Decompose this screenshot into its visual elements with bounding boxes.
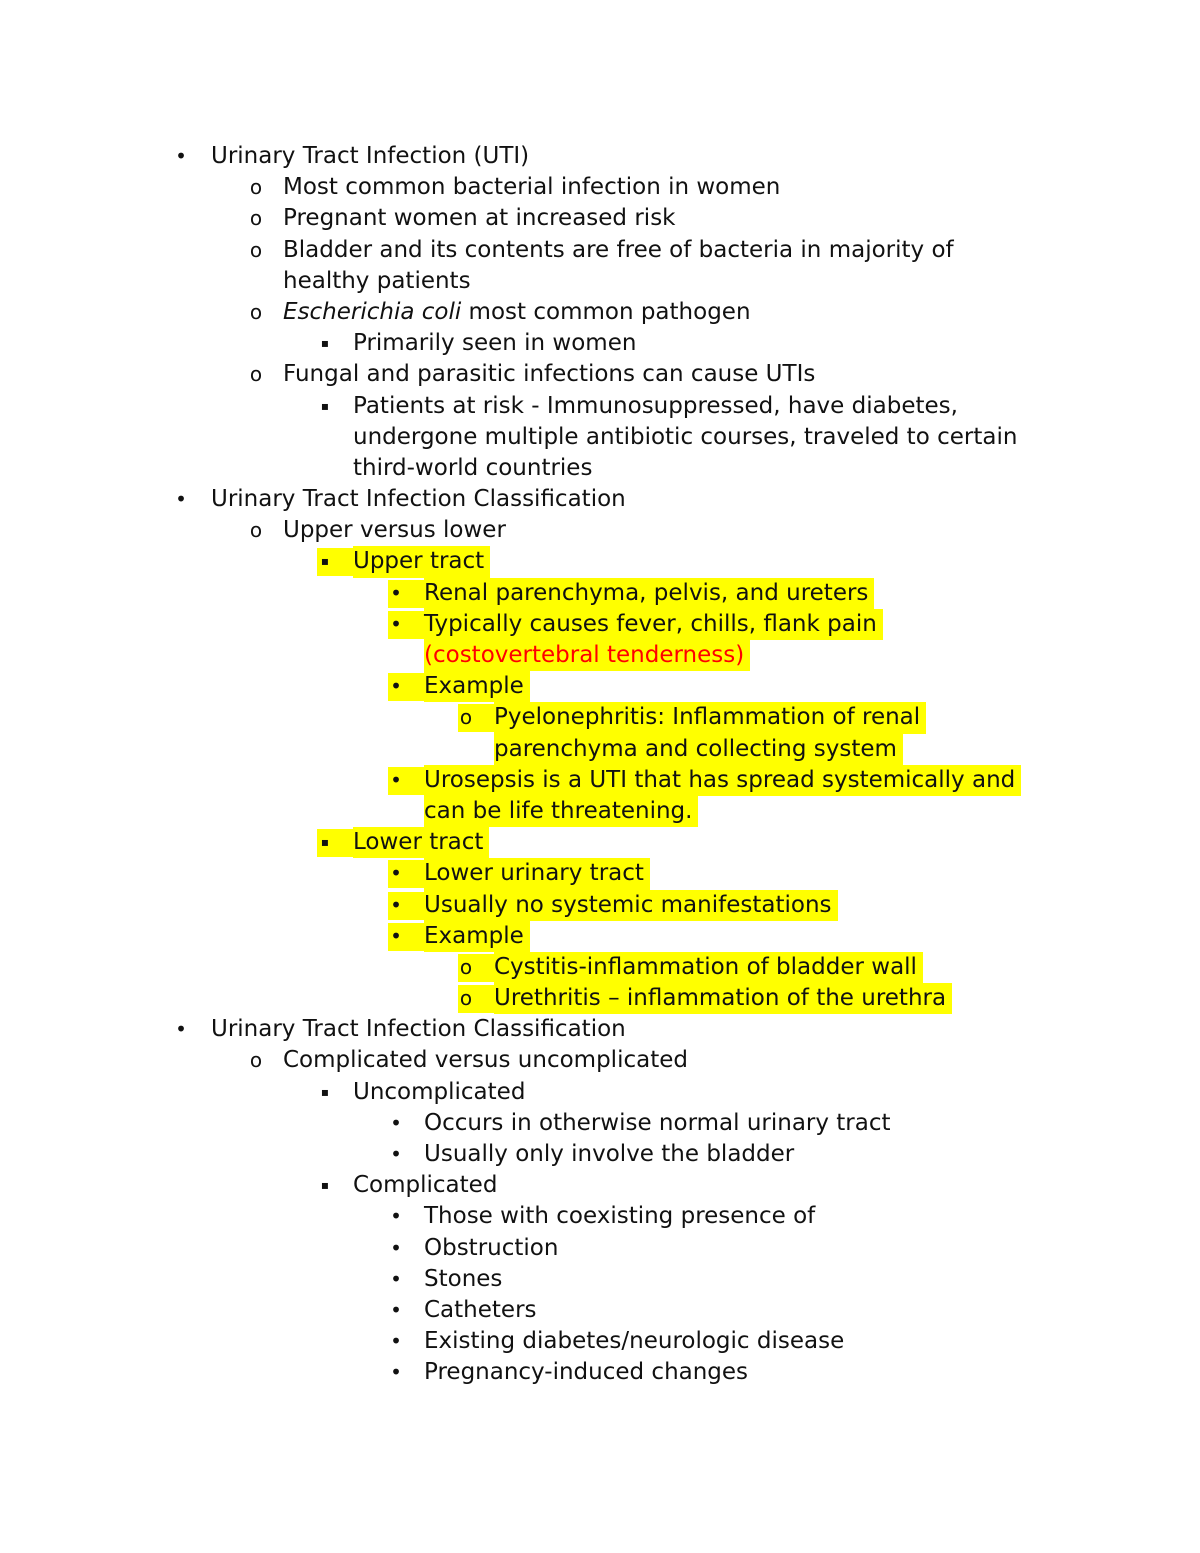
outline-line (0, 1357, 1200, 1388)
outline-line (0, 1201, 1200, 1232)
bullet-circle-icon: o (249, 299, 263, 324)
outline-line (0, 640, 1200, 671)
outline-line (0, 609, 1200, 640)
outline-line (0, 359, 1200, 390)
outline-line (0, 702, 1200, 733)
outline-line (0, 266, 1200, 297)
bullet-dot-icon: • (390, 1204, 402, 1229)
outline-text: Pregnancy-induced changes (424, 1359, 749, 1386)
bullet-dot-icon: • (390, 580, 402, 605)
outline-text: (costovertebral tenderness) (424, 640, 750, 671)
bullet-square-icon: ▪ (320, 336, 330, 351)
outline-text: Usually no systemic manifestations (424, 890, 838, 921)
outline-line (0, 1139, 1200, 1170)
outline-text: Lower urinary tract (424, 858, 650, 889)
outline-line (0, 1233, 1200, 1264)
outline-line (0, 1170, 1200, 1201)
document-outline (0, 141, 1200, 1389)
outline-text: Pyelonephritis: Inflammation of renal (494, 702, 926, 733)
bullet-dot-icon: • (175, 144, 187, 168)
outline-text: Uncomplicated (353, 1078, 526, 1105)
bullet-dot-icon: • (390, 1142, 402, 1166)
outline-line (0, 952, 1200, 983)
outline-text: Upper tract (353, 546, 490, 577)
outline-line (0, 1326, 1200, 1357)
bullet-dot-icon: • (390, 1235, 402, 1260)
outline-text: Example (424, 671, 530, 702)
outline-line (0, 141, 1200, 172)
outline-text: Most common bacterial infection in women (283, 174, 781, 201)
bullet-dot-icon: • (390, 1110, 402, 1135)
outline-line (0, 328, 1200, 359)
outline-text: undergone multiple antibiotic courses, traveled to certain (353, 423, 1018, 450)
outline-line (0, 921, 1200, 952)
bullet-circle-icon: o (249, 206, 263, 231)
bullet-dot-icon: • (175, 1017, 187, 1042)
bullet-dot-icon: • (390, 923, 402, 948)
outline-line (0, 235, 1200, 266)
italic-term: Escherichia coli (283, 298, 462, 325)
bullet-circle-icon: o (249, 237, 263, 262)
outline-text: Urinary Tract Infection (UTI) (211, 143, 530, 169)
outline-text: Complicated versus uncomplicated (283, 1047, 688, 1074)
bullet-circle-icon: o (459, 954, 473, 979)
outline-text: Existing diabetes/neurologic disease (424, 1328, 845, 1355)
outline-text: Patients at risk - Immunosuppressed, have diabetes, (353, 392, 958, 419)
outline-line (0, 734, 1200, 765)
bullet-dot-icon: • (390, 1266, 402, 1291)
outline-text: Example (424, 921, 530, 952)
outline-line (0, 796, 1200, 827)
outline-line (0, 671, 1200, 702)
bullet-dot-icon: • (390, 611, 402, 636)
outline-line (0, 546, 1200, 577)
bullet-dot-icon: • (390, 1297, 402, 1322)
outline-text: third-world countries (353, 454, 593, 481)
bullet-square-icon: ▪ (320, 1178, 330, 1193)
outline-text-rest: most common pathogen (461, 298, 751, 325)
bullet-circle-icon: o (459, 705, 473, 730)
outline-text: Catheters (424, 1296, 537, 1323)
outline-text: Urinary Tract Infection Classification (211, 1016, 626, 1043)
outline-line (0, 391, 1200, 422)
outline-line (0, 172, 1200, 203)
outline-text: Bladder and its contents are free of bacteria in majority of (283, 236, 954, 263)
bullet-dot-icon: • (390, 767, 402, 792)
bullet-dot-icon: • (390, 674, 402, 699)
outline-line (0, 484, 1200, 515)
outline-text: healthy patients (283, 267, 471, 294)
outline-text: Pregnant women at increased risk (283, 205, 676, 232)
outline-text: Upper versus lower (283, 517, 506, 544)
outline-text: Stones (424, 1265, 503, 1292)
bullet-dot-icon: • (390, 892, 402, 917)
outline-line (0, 515, 1200, 546)
bullet-square-icon: ▪ (320, 835, 330, 850)
outline-text: Lower tract (353, 827, 489, 858)
bullet-circle-icon: o (249, 362, 263, 387)
outline-line (0, 1295, 1200, 1326)
outline-text: Primarily seen in women (353, 330, 637, 357)
outline-line (0, 1264, 1200, 1295)
bullet-square-icon: ▪ (320, 554, 330, 569)
outline-line (0, 983, 1200, 1014)
outline-line (0, 1108, 1200, 1139)
outline-line (0, 765, 1200, 796)
bullet-square-icon: ▪ (320, 398, 330, 413)
bullet-square-icon: ▪ (320, 1084, 330, 1099)
outline-line (0, 203, 1200, 234)
outline-line (0, 890, 1200, 921)
outline-line (0, 422, 1200, 453)
outline-text: parenchyma and collecting system (494, 734, 903, 765)
outline-line (0, 453, 1200, 484)
bullet-circle-icon: o (459, 986, 473, 1011)
outline-text: Urinary Tract Infection Classification (211, 486, 626, 513)
outline-line (0, 1014, 1200, 1045)
outline-text: Renal parenchyma, pelvis, and ureters (424, 578, 874, 609)
outline-text: Cystitis-inflammation of bladder wall (494, 952, 923, 983)
outline-text: can be life threatening. (424, 796, 698, 827)
outline-text: Urethritis – inflammation of the urethra (494, 983, 952, 1014)
outline-text: Fungal and parasitic infections can cause UTIs (283, 361, 816, 388)
outline-text: Typically causes fever, chills, flank pain (424, 609, 883, 640)
outline-text (283, 297, 751, 328)
bullet-circle-icon: o (249, 175, 263, 200)
outline-text: Obstruction (424, 1234, 559, 1261)
outline-text: Complicated (353, 1172, 498, 1199)
bullet-circle-icon: o (249, 1048, 263, 1073)
outline-text: Urosepsis is a UTI that has spread systemically and (424, 765, 1021, 796)
outline-line (0, 578, 1200, 609)
outline-line (0, 827, 1200, 858)
bullet-circle-icon: o (249, 518, 263, 543)
outline-text: Those with coexisting presence of (424, 1203, 816, 1230)
bullet-dot-icon: • (390, 1360, 402, 1385)
outline-text: Occurs in otherwise normal urinary tract (424, 1109, 891, 1136)
outline-line (0, 858, 1200, 889)
bullet-dot-icon: • (390, 861, 402, 886)
outline-line (0, 297, 1200, 328)
outline-line (0, 1077, 1200, 1108)
outline-text: Usually only involve the bladder (424, 1141, 795, 1167)
outline-line (0, 1045, 1200, 1076)
bullet-dot-icon: • (390, 1329, 402, 1354)
bullet-dot-icon: • (175, 487, 187, 512)
